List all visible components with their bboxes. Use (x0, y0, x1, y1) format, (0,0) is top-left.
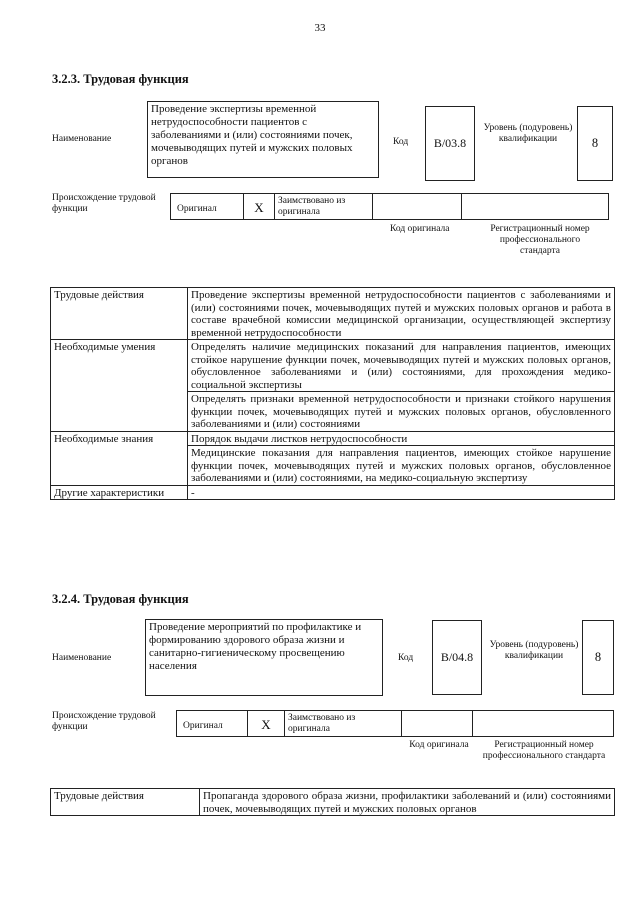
level-value-box: 8 (582, 620, 614, 695)
original-code-cell (372, 193, 462, 220)
borrowed-label: Заимствовано из оригинала (284, 710, 402, 737)
row-text: Медицинские показания для направления пациентов, имеющих стойкое нарушение функции почек, мочевыводящих путей и мужских половых органов, обусловленное заболеваниями и (или) состояниями, на медико-социальную экспертизу (188, 446, 615, 486)
row-label: Необходимые умения (51, 340, 188, 432)
original-code-label: Код оригинала (390, 224, 450, 234)
row-label: Трудовые действия (51, 288, 188, 340)
row-text: Пропаганда здорового образа жизни, профилактики заболеваний и (или) состояниями почек, мочевыводящих путей и мужских половых органов (200, 789, 615, 816)
row-text: Определять признаки временной нетрудоспособности и признаки стойкого нарушения функции почек, мочевыводящих путей и мужских половых органов, обусловленного заболеваниями и (или) состояниями (188, 392, 615, 432)
origin-row (177, 710, 614, 737)
x-mark: X (247, 710, 285, 737)
function-code-box: B/04.8 (432, 620, 482, 695)
reg-number-label: Регистрационный номер профессионального стандарта (490, 224, 590, 256)
row-text: - (188, 485, 615, 500)
original-code-cell (401, 710, 473, 737)
section-title: 3.2.3. Трудовая функция (52, 72, 189, 86)
reg-number-label: Регистрационный номер профессионального стандарта (482, 740, 606, 761)
origin-label: Происхождение трудовой функции (52, 193, 156, 214)
section-title: 3.2.4. Трудовая функция (52, 592, 189, 606)
name-label: Наименование (52, 134, 112, 144)
reg-number-cell (461, 193, 609, 220)
borrowed-label: Заимствовано из оригинала (274, 193, 373, 220)
x-mark: X (243, 193, 275, 220)
section-table (50, 788, 615, 816)
function-name-box: Проведение экспертизы временной нетрудоспособности пациентов с заболеваниями и (или) состояниями почек, мочевыводящих путей и мужских половых органов (147, 101, 379, 178)
row-label: Трудовые действия (51, 789, 200, 816)
reg-number-cell (472, 710, 614, 737)
row-label: Необходимые знания (51, 431, 188, 485)
origin-label: Происхождение трудовой функции (52, 711, 156, 732)
code-label: Код (393, 137, 409, 147)
original-label: Оригинал (176, 710, 248, 737)
level-value-box: 8 (577, 106, 613, 181)
page-number: 33 (314, 22, 326, 34)
table-row (51, 431, 615, 446)
level-label: Уровень (подуровень) квалификации (489, 640, 579, 661)
original-code-label: Код оригинала (409, 740, 469, 750)
row-text: Порядок выдачи листков нетрудоспособности (188, 431, 615, 446)
name-label: Наименование (52, 653, 112, 663)
code-label: Код (398, 653, 414, 663)
table-row (51, 288, 615, 340)
row-text: Проведение экспертизы временной нетрудоспособности пациентов с заболеваниями и (или) состояниями почек, мочевыводящих путей и мужских половых органов и работа в составе врачебной комиссии медицинской организации, осуществляющей экспертизу временной нетрудоспособности (188, 288, 615, 340)
row-text: Определять наличие медицинских показаний для направления пациентов, имеющих стойкое нарушение функции почек, мочевыводящих путей и мужских половых органов, обусловленное заболеваниями и (или) состояниями, для прохождения медико-социальной экспертизы (188, 340, 615, 392)
level-label: Уровень (подуровень) квалификации (483, 123, 573, 144)
section-table (50, 287, 615, 500)
table-row (51, 340, 615, 392)
function-code-box: B/03.8 (425, 106, 475, 181)
table-row (51, 789, 615, 816)
table-row (51, 485, 615, 500)
function-name-box: Проведение мероприятий по профилактике и формированию здорового образа жизни и санитарно-гигиеническому просвещению населения (145, 619, 383, 696)
origin-row (171, 193, 609, 220)
row-label: Другие характеристики (51, 485, 188, 500)
original-label: Оригинал (170, 193, 244, 220)
